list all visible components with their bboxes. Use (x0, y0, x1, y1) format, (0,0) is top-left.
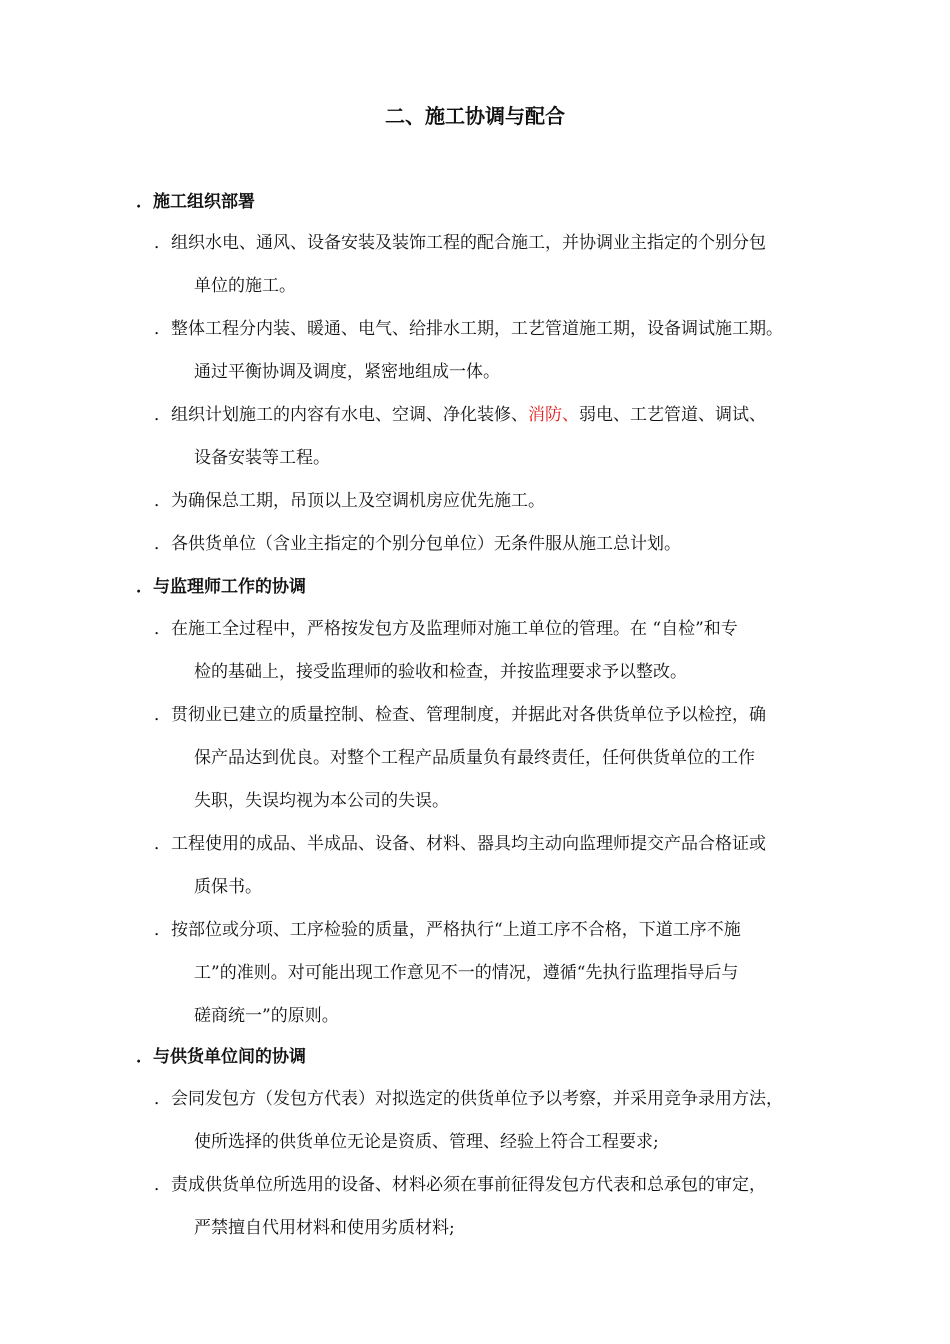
highlighted-text: 消防、 (528, 405, 579, 425)
list-item: ．各供货单位（含业主指定的个别分包单位）无条件服从施工总计划。 (154, 534, 681, 554)
section-heading: ．与供货单位间的协调 (136, 1047, 306, 1067)
list-item: ．组织水电、通风、设备安装及装饰工程的配合施工，并协调业主指定的个别分包 单位的施工。 (154, 233, 766, 296)
list-item: ．工程使用的成品、半成品、设备、材料、器具均主动向监理师提交产品合格证或 质保书。 (154, 834, 766, 897)
list-item: ．贯彻业已建立的质量控制、检查、管理制度，并据此对各供货单位予以检控，确 保产品达到优良。对整个工程产品质量负有最终责任，任何供货单位的工作 失职，失误均视为本公司的失误。 (154, 705, 766, 811)
section-heading: ．与监理师工作的协调 (136, 577, 306, 597)
list-item: ．组织计划施工的内容有水电、空调、净化装修、消防、弱电、工艺管道、调试、 设备安装等工程。 (154, 405, 766, 468)
section-heading: ．施工组织部署 (136, 192, 255, 212)
page-title: 二、施工协调与配合 (385, 104, 565, 128)
list-item: ．整体工程分内装、暖通、电气、给排水工期，工艺管道施工期，设备调试施工期。 通过平衡协调及调度，紧密地组成一体。 (154, 319, 783, 382)
list-item: ．责成供货单位所选用的设备、材料必须在事前征得发包方代表和总承包的审定， 严禁擅自代用材料和使用劣质材料; (154, 1175, 766, 1238)
list-item: ．按部位或分项、工序检验的质量，严格执行“上道工序不合格，下道工序不施 工”的准则。对可能出现工作意见不一的情况，遵循“先执行监理指导后与 磋商统一”的原则。 (154, 920, 741, 1026)
list-item: ．为确保总工期，吊顶以上及空调机房应优先施工。 (154, 491, 545, 511)
list-item: ．在施工全过程中，严格按发包方及监理师对施工单位的管理。在 “自检”和专 检的基础上，接受监理师的验收和检查，并按监理要求予以整改。 (154, 619, 738, 682)
list-item: ．会同发包方（发包方代表）对拟选定的供货单位予以考察，并采用竞争录用方法， 使所选择的供货单位无论是资质、管理、经验上符合工程要求; (154, 1089, 783, 1152)
